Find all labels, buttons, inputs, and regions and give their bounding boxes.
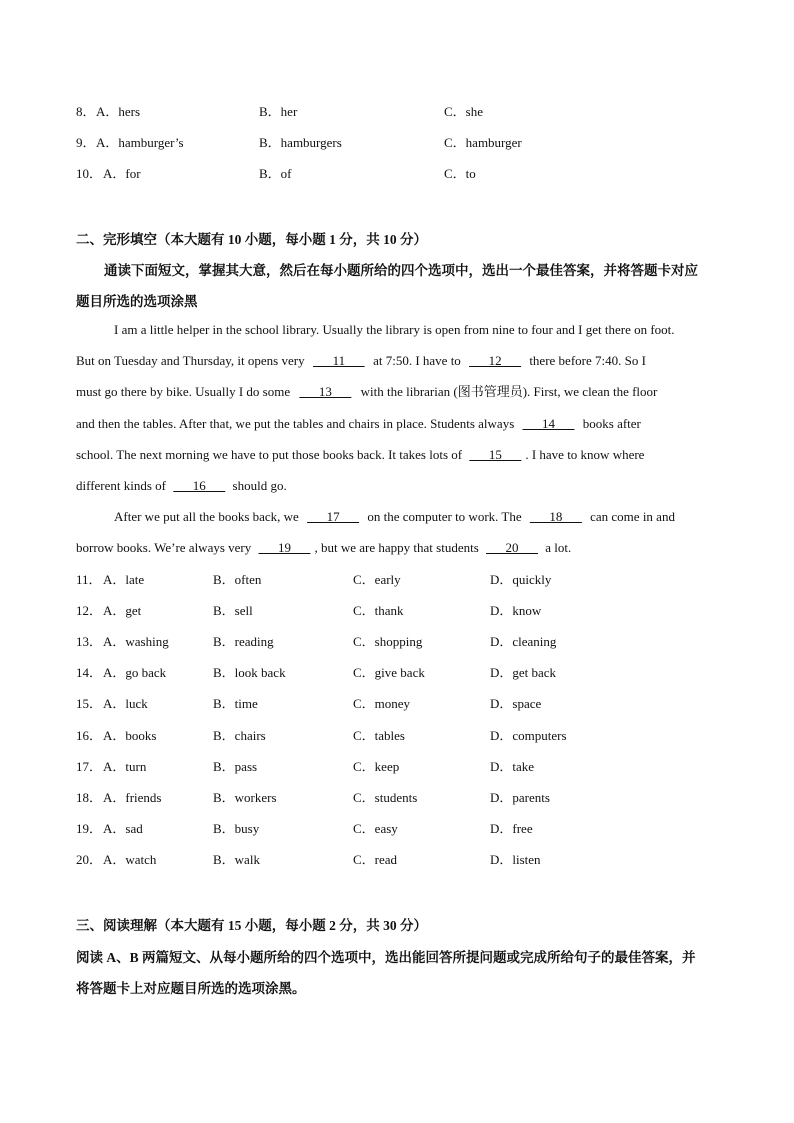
option-d: D．free xyxy=(490,820,533,836)
passage-line-1 xyxy=(76,320,719,340)
question-number: 14． xyxy=(76,665,103,681)
blank-14[interactable]: 14 xyxy=(522,416,575,431)
passage-text: there before 7:40. So I xyxy=(529,353,646,368)
passage-text: at 7:50. I have to xyxy=(373,353,461,368)
blank-18[interactable]: 18 xyxy=(529,509,582,524)
option-b: B．busy xyxy=(213,820,260,836)
section-3-instruction-line1: 阅读 A、B 两篇短文、从每小题所给的四个选项中，选出能回答所提问题或完成所给句子的最佳答案，并 xyxy=(76,950,696,965)
section-2-heading: 二、完形填空（本大题有 10 小题，每小题 1 分，共 10 分） xyxy=(76,232,427,247)
passage-line-2 xyxy=(76,351,719,371)
option-a: A．watch xyxy=(103,851,157,867)
question-number: 17． xyxy=(76,758,103,774)
option-b: B．reading xyxy=(213,634,274,650)
blank-15[interactable]: 15 xyxy=(469,447,522,462)
passage-text: can come in and xyxy=(590,509,675,524)
passage-text: and then the tables. After that, we put the tables and chairs in place. Students always xyxy=(76,416,515,431)
option-a: A．luck xyxy=(103,696,148,712)
passage-text: a lot. xyxy=(545,540,572,555)
option-c: C．money xyxy=(353,696,411,712)
option-c: C．read xyxy=(353,851,398,867)
passage-text: I am a little helper in the school library. Usually the library is open from nine to four and I get there on foot. xyxy=(114,322,675,337)
section-2-instruction-line2: 题目所选的选项涂黑 xyxy=(76,294,198,309)
option-c: C．thank xyxy=(353,603,404,619)
section-3-heading: 三、阅读理解（本大题有 15 小题，每小题 2 分，共 30 分） xyxy=(76,918,427,933)
option-a: A．get xyxy=(103,603,142,619)
passage-text: But on Tuesday and Thursday, it opens very xyxy=(76,353,305,368)
question-number: 18． xyxy=(76,789,103,805)
option-d: D．parents xyxy=(490,789,550,805)
option-c: C．to xyxy=(444,166,476,181)
option-c: C．shopping xyxy=(353,634,423,650)
option-a: A．turn xyxy=(103,758,147,774)
option-a: A．late xyxy=(103,572,145,587)
option-a: A．books xyxy=(103,727,157,743)
passage-text: on the computer to work. The xyxy=(367,509,522,524)
passage-text: . I have to know where xyxy=(525,447,645,462)
section-2-instruction-line1: 通读下面短文，掌握其大意，然后在每小题所给的四个选项中，选出一个最佳答案，并将答题卡对应 xyxy=(104,263,698,278)
option-d: D．cleaning xyxy=(490,634,557,650)
option-d: D．know xyxy=(490,603,542,619)
blank-17[interactable]: 17 xyxy=(307,509,360,524)
question-number: 19． xyxy=(76,820,103,836)
passage-text: different kinds of xyxy=(76,478,167,493)
question-number: 11． xyxy=(76,572,102,587)
passage-text: must go there by bike. Usually I do some xyxy=(76,384,291,399)
option-a: A．for xyxy=(103,166,141,181)
blank-12[interactable]: 12 xyxy=(469,353,522,368)
option-d: D．listen xyxy=(490,851,541,867)
option-c: C．give back xyxy=(353,665,425,681)
option-d: D．space xyxy=(490,696,542,712)
option-c: C．keep xyxy=(353,758,400,774)
passage-line-3 xyxy=(76,382,719,402)
option-c: C．she xyxy=(444,104,484,119)
option-d: D．get back xyxy=(490,665,557,681)
option-b: B．workers xyxy=(213,789,277,805)
question-number: 9． xyxy=(76,135,96,150)
passage-text: borrow books. We’re always very xyxy=(76,540,252,555)
blank-19[interactable]: 19 xyxy=(258,540,311,555)
blank-13[interactable]: 13 xyxy=(299,384,352,399)
passage-line-8 xyxy=(76,538,719,558)
option-a: A．hamburger’s xyxy=(96,135,184,150)
passage-text: , but we are happy that students xyxy=(314,540,479,555)
option-a: A．sad xyxy=(103,820,143,836)
question-number: 15． xyxy=(76,696,103,712)
option-c: C．hamburger xyxy=(444,135,522,150)
passage-text: books after xyxy=(582,416,641,431)
option-b: B．look back xyxy=(213,665,286,681)
question-number: 12． xyxy=(76,603,103,619)
passage-line-7 xyxy=(76,507,719,527)
option-a: A．friends xyxy=(103,789,162,805)
blank-11[interactable]: 11 xyxy=(313,353,365,368)
option-b: B．often xyxy=(213,572,262,587)
option-c: C．students xyxy=(353,789,418,805)
section-3-instruction-line2: 将答题卡上对应题目所选的选项涂黑。 xyxy=(76,981,306,996)
question-number: 20． xyxy=(76,851,103,867)
question-number: 13． xyxy=(76,634,103,650)
question-number: 10． xyxy=(76,166,103,181)
option-c: C．tables xyxy=(353,727,405,743)
passage-line-5 xyxy=(76,445,719,465)
passage-line-4 xyxy=(76,414,719,434)
option-b: B．of xyxy=(259,166,292,181)
question-number: 8． xyxy=(76,104,96,119)
question-number: 16． xyxy=(76,727,103,743)
option-b: B．chairs xyxy=(213,727,266,743)
passage-text: After we put all the books back, we xyxy=(114,509,299,524)
passage-text: should go. xyxy=(232,478,287,493)
option-a: A．go back xyxy=(103,665,167,681)
option-a: A．hers xyxy=(96,104,141,119)
option-b: B．hamburgers xyxy=(259,135,342,150)
blank-20[interactable]: 20 xyxy=(486,540,539,555)
passage-text: with the librarian (图书管理员). First, we clean the floor xyxy=(360,384,658,399)
option-c: C．easy xyxy=(353,820,398,836)
passage-text: school. The next morning we have to put those books back. It takes lots of xyxy=(76,447,463,462)
option-d: D．take xyxy=(490,758,535,774)
option-b: B．walk xyxy=(213,851,260,867)
blank-16[interactable]: 16 xyxy=(173,478,226,493)
option-b: B．pass xyxy=(213,758,258,774)
option-a: A．washing xyxy=(103,634,169,650)
passage-line-6 xyxy=(76,476,719,496)
option-c: C．early xyxy=(353,572,401,587)
option-d: D．quickly xyxy=(490,572,552,587)
option-b: B．sell xyxy=(213,603,253,619)
option-b: B．her xyxy=(259,104,298,119)
option-d: D．computers xyxy=(490,727,567,743)
option-b: B．time xyxy=(213,696,258,712)
